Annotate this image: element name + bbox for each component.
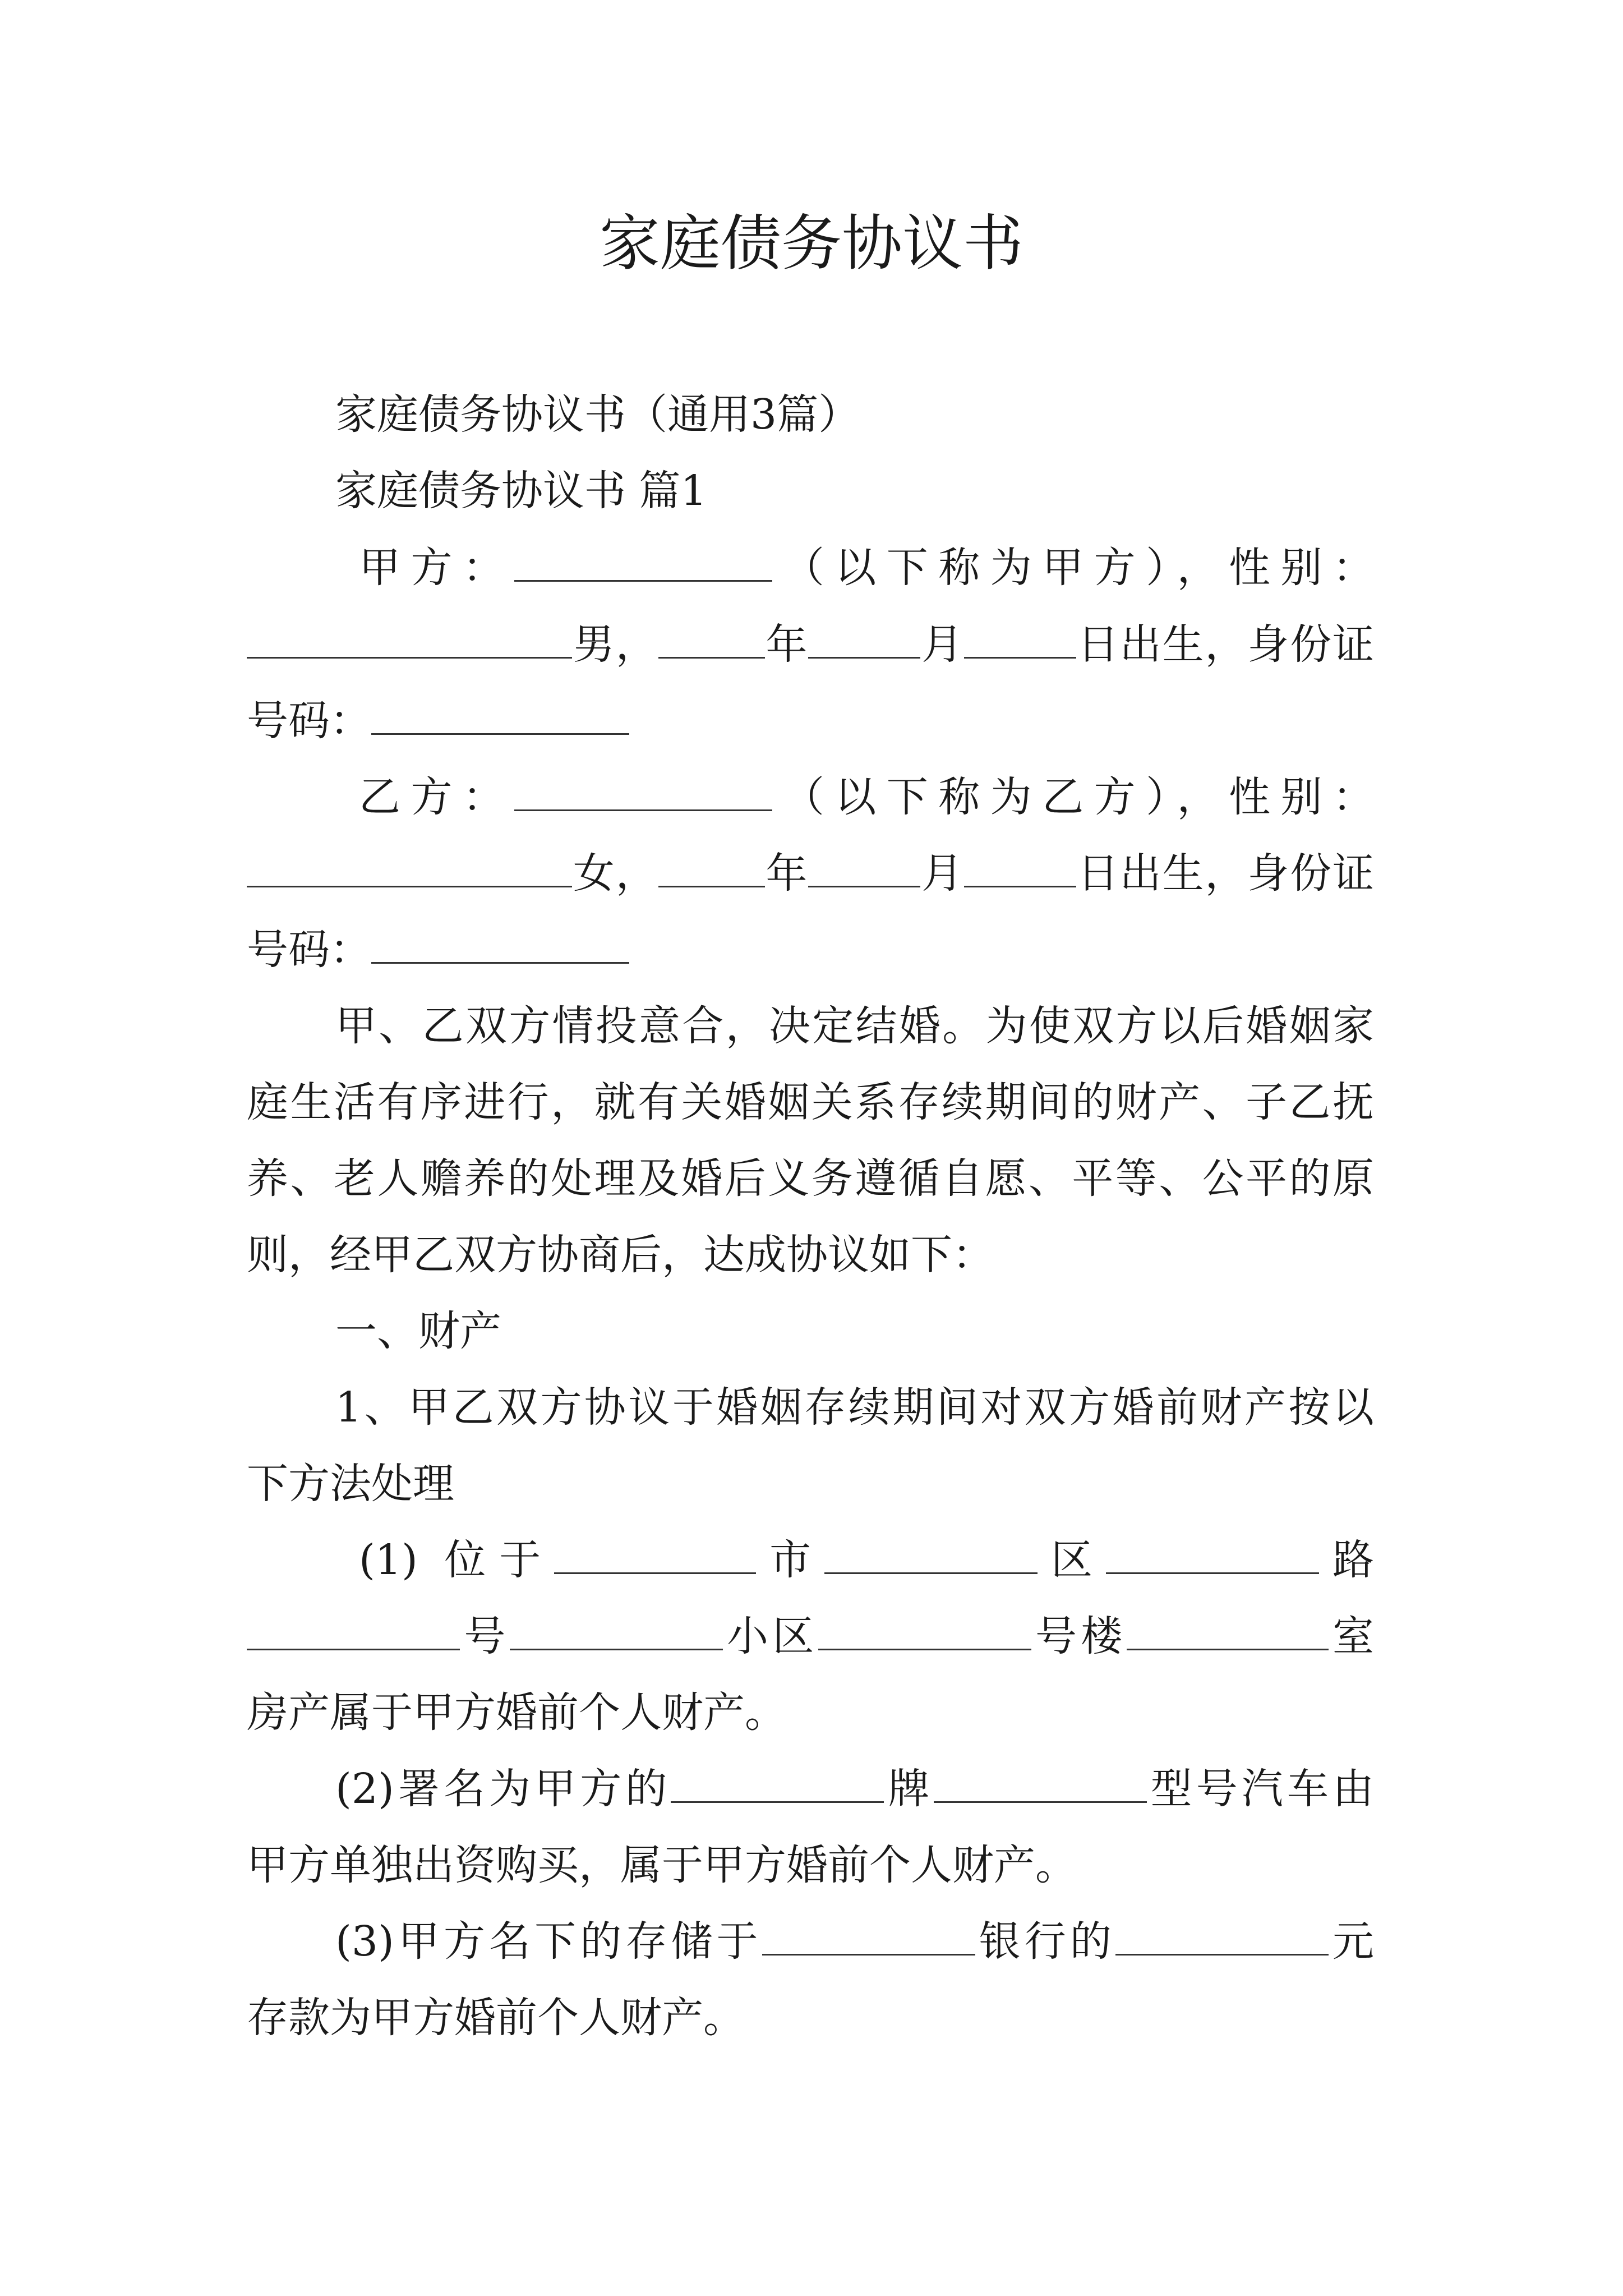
party-a-alias: （以下称为甲方），性别： xyxy=(772,544,1375,592)
item2-model-blank xyxy=(934,1769,1147,1803)
item1-line-2: 号 小区 号楼 室 xyxy=(247,1598,1374,1675)
party-b-gender-blank xyxy=(247,853,572,887)
item1-line-3: 房产属于甲方婚前个人财产。 xyxy=(247,1688,786,1737)
item2-line-1: (2)署名为甲方的 牌 型号汽车由 xyxy=(335,1765,1375,1813)
item1-district-blank xyxy=(824,1540,1038,1574)
document-title: 家庭债务协议书 xyxy=(599,209,1023,279)
party-b-line-1 xyxy=(359,758,1374,836)
party-a-year-blank xyxy=(658,624,765,659)
item1-room-blank xyxy=(1127,1616,1329,1650)
item3-bank-blank xyxy=(762,1921,975,1955)
item1-community-blank xyxy=(510,1616,723,1650)
party-b-month-blank xyxy=(808,853,920,887)
party-a-line-1 xyxy=(359,529,1374,606)
party-b-year-blank xyxy=(658,853,765,887)
item1-city-blank xyxy=(554,1540,756,1574)
item3-line-2: 存款为甲方婚前个人财产。 xyxy=(247,1994,745,2042)
clause-line: 下方法处理 xyxy=(247,1460,454,1508)
party-a-name-blank xyxy=(514,547,772,582)
item1-building-blank xyxy=(818,1616,1031,1650)
party-a-label: 甲方： xyxy=(359,544,515,592)
clause-line: 1、甲乙双方协议于婚姻存续期间对双方婚前财产按以 xyxy=(335,1383,1374,1432)
item1-road-blank xyxy=(1106,1540,1319,1574)
item2-line-2: 甲方单独出资购买，属于甲方婚前个人财产。 xyxy=(247,1841,1077,1889)
party-a-day-blank xyxy=(964,624,1076,659)
party-a-gender-blank xyxy=(247,624,572,659)
party-a-month-blank xyxy=(808,624,920,659)
party-b-id-blank xyxy=(371,930,629,964)
intro-line: 养、老人赡养的处理及婚后义务遵循自愿、平等、公平的原 xyxy=(247,1154,1374,1203)
party-b-day-blank xyxy=(964,853,1076,887)
party-a-line-3: 号码： xyxy=(247,682,1374,760)
party-b-alias: （以下称为乙方），性别： xyxy=(772,773,1375,821)
item3-line-1: (3)甲方名下的存储于 银行的 元 xyxy=(335,1917,1375,1966)
party-a-line-2: 男， 年 月 日出生，身份证 xyxy=(247,606,1374,683)
party-b-label: 乙方： xyxy=(359,773,515,821)
heading-part: 家庭债务协议书 篇1 xyxy=(335,467,707,515)
item2-brand-blank xyxy=(671,1769,884,1803)
intro-line: 则，经甲乙双方协商后，达成协议如下： xyxy=(247,1231,994,1279)
party-a-id-blank xyxy=(371,701,629,735)
intro-line: 庭生活有序进行，就有关婚姻关系存续期间的财产、子乙抚 xyxy=(247,1078,1374,1126)
party-b-name-blank xyxy=(514,777,772,811)
section-heading: 一、财产 xyxy=(335,1307,501,1355)
party-b-line-3: 号码： xyxy=(247,911,1374,988)
party-b-line-2: 女， 年 月 日出生，身份证 xyxy=(247,835,1374,912)
item1-number-blank xyxy=(247,1616,460,1650)
item1-line-1: (1) 位于 市 区 路 xyxy=(359,1536,1375,1584)
heading-general: 家庭债务协议书（通用3篇） xyxy=(335,390,860,439)
intro-line: 甲、乙双方情投意合，决定结婚。为使双方以后婚姻家 xyxy=(335,1002,1374,1050)
item3-amount-blank xyxy=(1115,1921,1329,1955)
